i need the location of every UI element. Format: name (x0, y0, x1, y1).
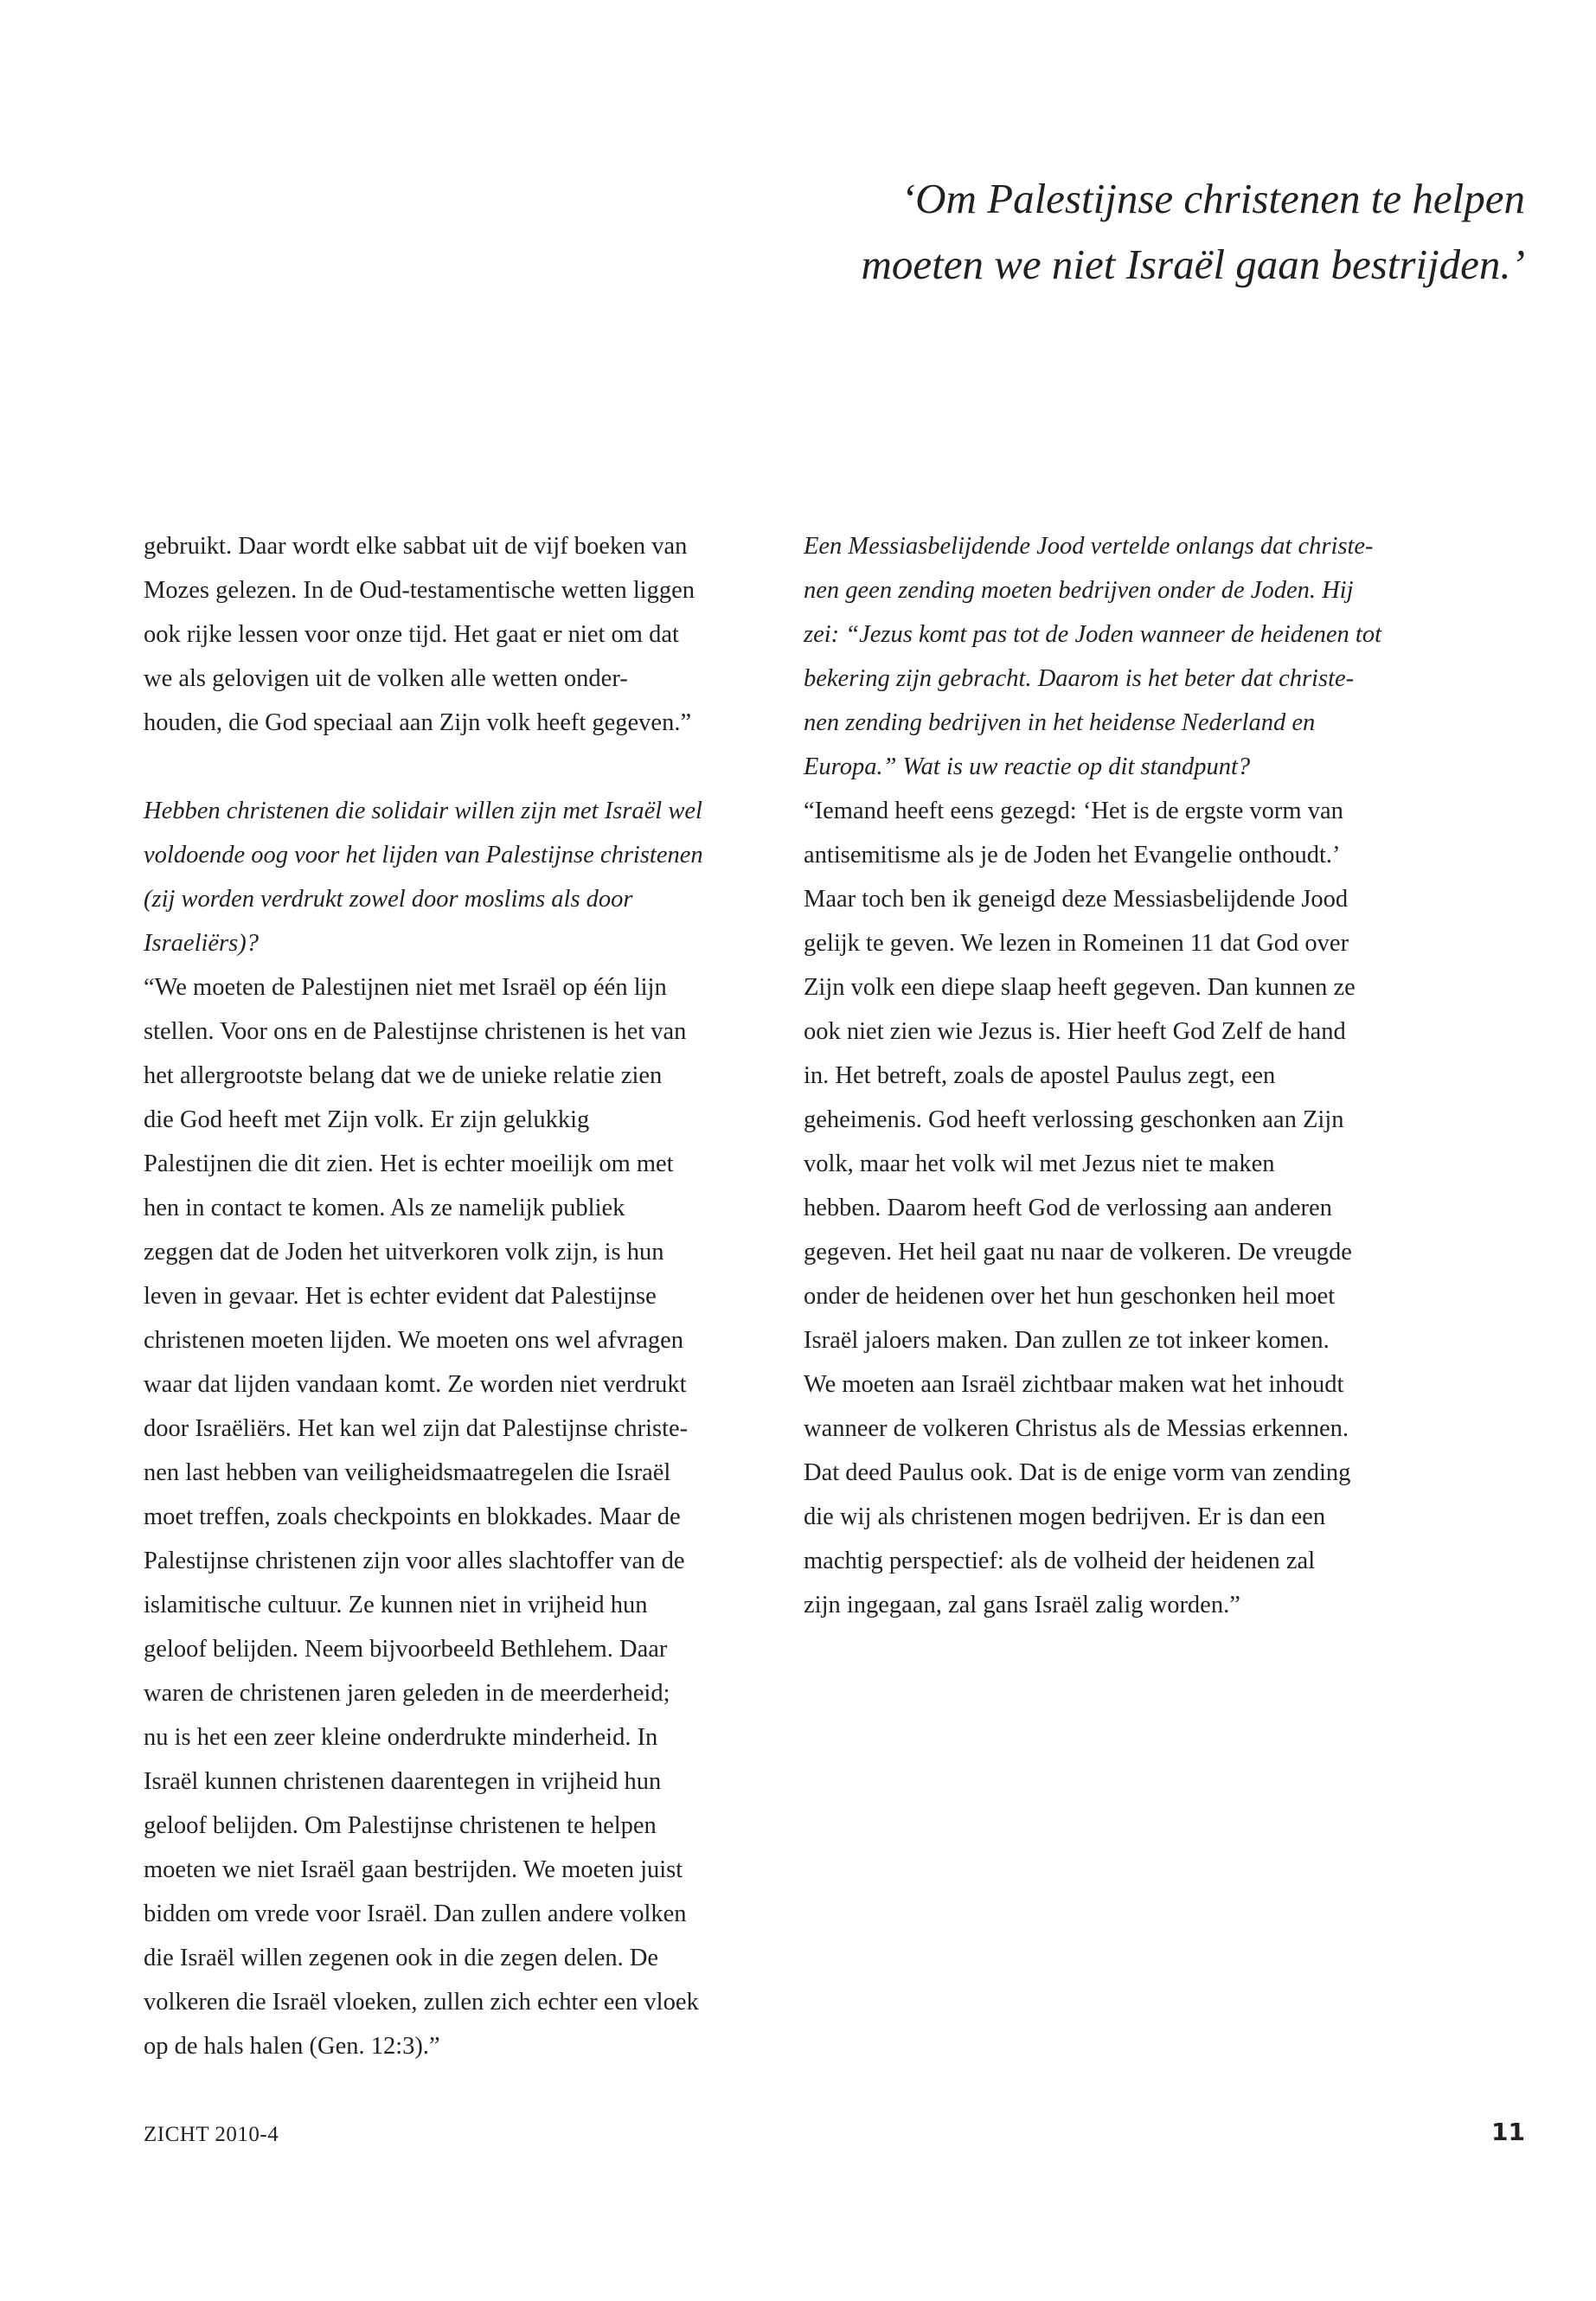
text-line: waren de christenen jaren geleden in de meerderheid; (144, 1680, 670, 1707)
interview-question (804, 524, 1409, 789)
text-line: bekering zijn gebracht. Daarom is het beter dat christe- (804, 665, 1355, 692)
text-line: christenen moeten lijden. We moeten ons wel afvragen (144, 1327, 683, 1354)
text-line: “Iemand heeft eens gezegd: ‘Het is de ergste vorm van (804, 798, 1343, 824)
publication-label: ZICHT 2010-4 (144, 2123, 279, 2146)
text-line: die wij als christenen mogen bedrijven. Er is dan een (804, 1503, 1326, 1530)
text-line: Israël jaloers maken. Dan zullen ze tot inkeer komen. (804, 1327, 1330, 1354)
text-line: Palestijnen die dit zien. Het is echter moeilijk om met (144, 1150, 674, 1177)
text-line: voldoende oog voor het lijden van Palestijnse christenen (144, 842, 703, 868)
text-line: die God heeft met Zijn volk. Er zijn gelukkig (144, 1106, 590, 1133)
pull-quote-line: moeten we niet Israël gaan bestrijden.’ (861, 240, 1525, 288)
text-line: We moeten aan Israël zichtbaar maken wat het inhoudt (804, 1371, 1344, 1398)
text-line: bidden om vrede voor Israël. Dan zullen andere volken (144, 1900, 687, 1927)
text-line: door Israëliërs. Het kan wel zijn dat Palestijnse christe- (144, 1415, 689, 1442)
text-line: Palestijnse christenen zijn voor alles slachtoffer van de (144, 1548, 685, 1574)
text-line: Dat deed Paulus ook. Dat is de enige vorm van zending (804, 1459, 1351, 1486)
text-line: geloof belijden. Neem bijvoorbeeld Bethlehem. Daar (144, 1636, 668, 1663)
text-line: “We moeten de Palestijnen niet met Israël op één lijn (144, 974, 667, 1001)
text-line: zei: “Jezus komt pas tot de Joden wanneer de heidenen tot (804, 621, 1382, 648)
text-line: ook rijke lessen voor onze tijd. Het gaat er niet om dat (144, 621, 679, 648)
text-line: volk, maar het volk wil met Jezus niet te maken (804, 1150, 1275, 1177)
text-line: zijn ingegaan, zal gans Israël zalig worden.” (804, 1592, 1240, 1618)
text-line: Mozes gelezen. In de Oud-testamentische wetten liggen (144, 577, 695, 604)
text-line: nu is het een zeer kleine onderdrukte minderheid. In (144, 1724, 658, 1751)
interview-question (144, 789, 749, 965)
pull-quote (660, 166, 1525, 298)
text-line: hebben. Daarom heeft God de verlossing aan anderen (804, 1195, 1332, 1221)
text-line: moet treffen, zoals checkpoints en blokkades. Maar de (144, 1503, 681, 1530)
text-line: nen geen zending moeten bedrijven onder de Joden. Hij (804, 577, 1354, 604)
paragraph-gap (144, 745, 749, 789)
text-line: antisemitisme als je de Joden het Evangelie onthoudt.’ (804, 842, 1341, 868)
text-line: (zij worden verdrukt zowel door moslims als door (144, 886, 633, 913)
text-line: gelijk te geven. We lezen in Romeinen 11 dat God over (804, 930, 1349, 957)
text-line: gebruikt. Daar wordt elke sabbat uit de vijf boeken van (144, 533, 688, 560)
text-line: ook niet zien wie Jezus is. Hier heeft God Zelf de hand (804, 1018, 1346, 1045)
text-line: Hebben christenen die solidair willen zijn met Israël wel (144, 798, 702, 824)
text-line: die Israël willen zegenen ook in die zegen delen. De (144, 1945, 659, 1971)
text-line: volkeren die Israël vloeken, zullen zich echter een vloek (144, 1989, 699, 2016)
text-line: houden, die God speciaal aan Zijn volk heeft gegeven.” (144, 709, 692, 736)
text-line: geheimenis. God heeft verlossing geschonken aan Zijn (804, 1106, 1344, 1133)
page-number: 11 (1491, 2118, 1525, 2146)
text-line: islamitische cultuur. Ze kunnen niet in vrijheid hun (144, 1592, 648, 1618)
text-line: wanneer de volkeren Christus als de Messias erkennen. (804, 1415, 1349, 1442)
left-column (144, 524, 749, 2068)
text-line: stellen. Voor ons en de Palestijnse christenen is het van (144, 1018, 687, 1045)
text-line: Israeliërs)? (144, 930, 259, 957)
text-line: machtig perspectief: als de volheid der heidenen zal (804, 1548, 1316, 1574)
text-line: Zijn volk een diepe slaap heeft gegeven. Dan kunnen ze (804, 974, 1356, 1001)
text-line: op de hals halen (Gen. 12:3).” (144, 2033, 440, 2060)
text-line: waar dat lijden vandaan komt. Ze worden niet verdrukt (144, 1371, 687, 1398)
text-line: moeten we niet Israël gaan bestrijden. We moeten juist (144, 1856, 683, 1883)
text-line: hen in contact te komen. Als ze namelijk publiek (144, 1195, 625, 1221)
text-line: in. Het betreft, zoals de apostel Paulus zegt, een (804, 1062, 1276, 1089)
text-line: Maar toch ben ik geneigd deze Messiasbelijdende Jood (804, 886, 1349, 913)
text-line: Europa.” Wat is uw reactie op dit standpunt? (804, 753, 1251, 780)
pull-quote-line: ‘Om Palestijnse christenen te helpen (901, 175, 1525, 222)
text-line: het allergrootste belang dat we de unieke relatie zien (144, 1062, 663, 1089)
text-line: nen last hebben van veiligheidsmaatregelen die Israël (144, 1459, 671, 1486)
text-line: onder de heidenen over het hun geschonken heil moet (804, 1283, 1336, 1310)
text-line: we als gelovigen uit de volken alle wetten onder- (144, 665, 628, 692)
text-line: Een Messiasbelijdende Jood vertelde onlangs dat christe- (804, 533, 1374, 560)
interview-answer (144, 965, 749, 2068)
paragraph-intro (144, 524, 749, 745)
text-line: leven in gevaar. Het is echter evident dat Palestijnse (144, 1283, 657, 1310)
text-line: zeggen dat de Joden het uitverkoren volk zijn, is hun (144, 1239, 664, 1266)
text-line: Israël kunnen christenen daarentegen in vrijheid hun (144, 1768, 662, 1795)
text-line: gegeven. Het heil gaat nu naar de volkeren. De vreugde (804, 1239, 1352, 1266)
right-column (804, 524, 1409, 1627)
text-line: nen zending bedrijven in het heidense Nederland en (804, 709, 1316, 736)
text-line: geloof belijden. Om Palestijnse christenen te helpen (144, 1812, 657, 1839)
interview-answer (804, 789, 1409, 1627)
